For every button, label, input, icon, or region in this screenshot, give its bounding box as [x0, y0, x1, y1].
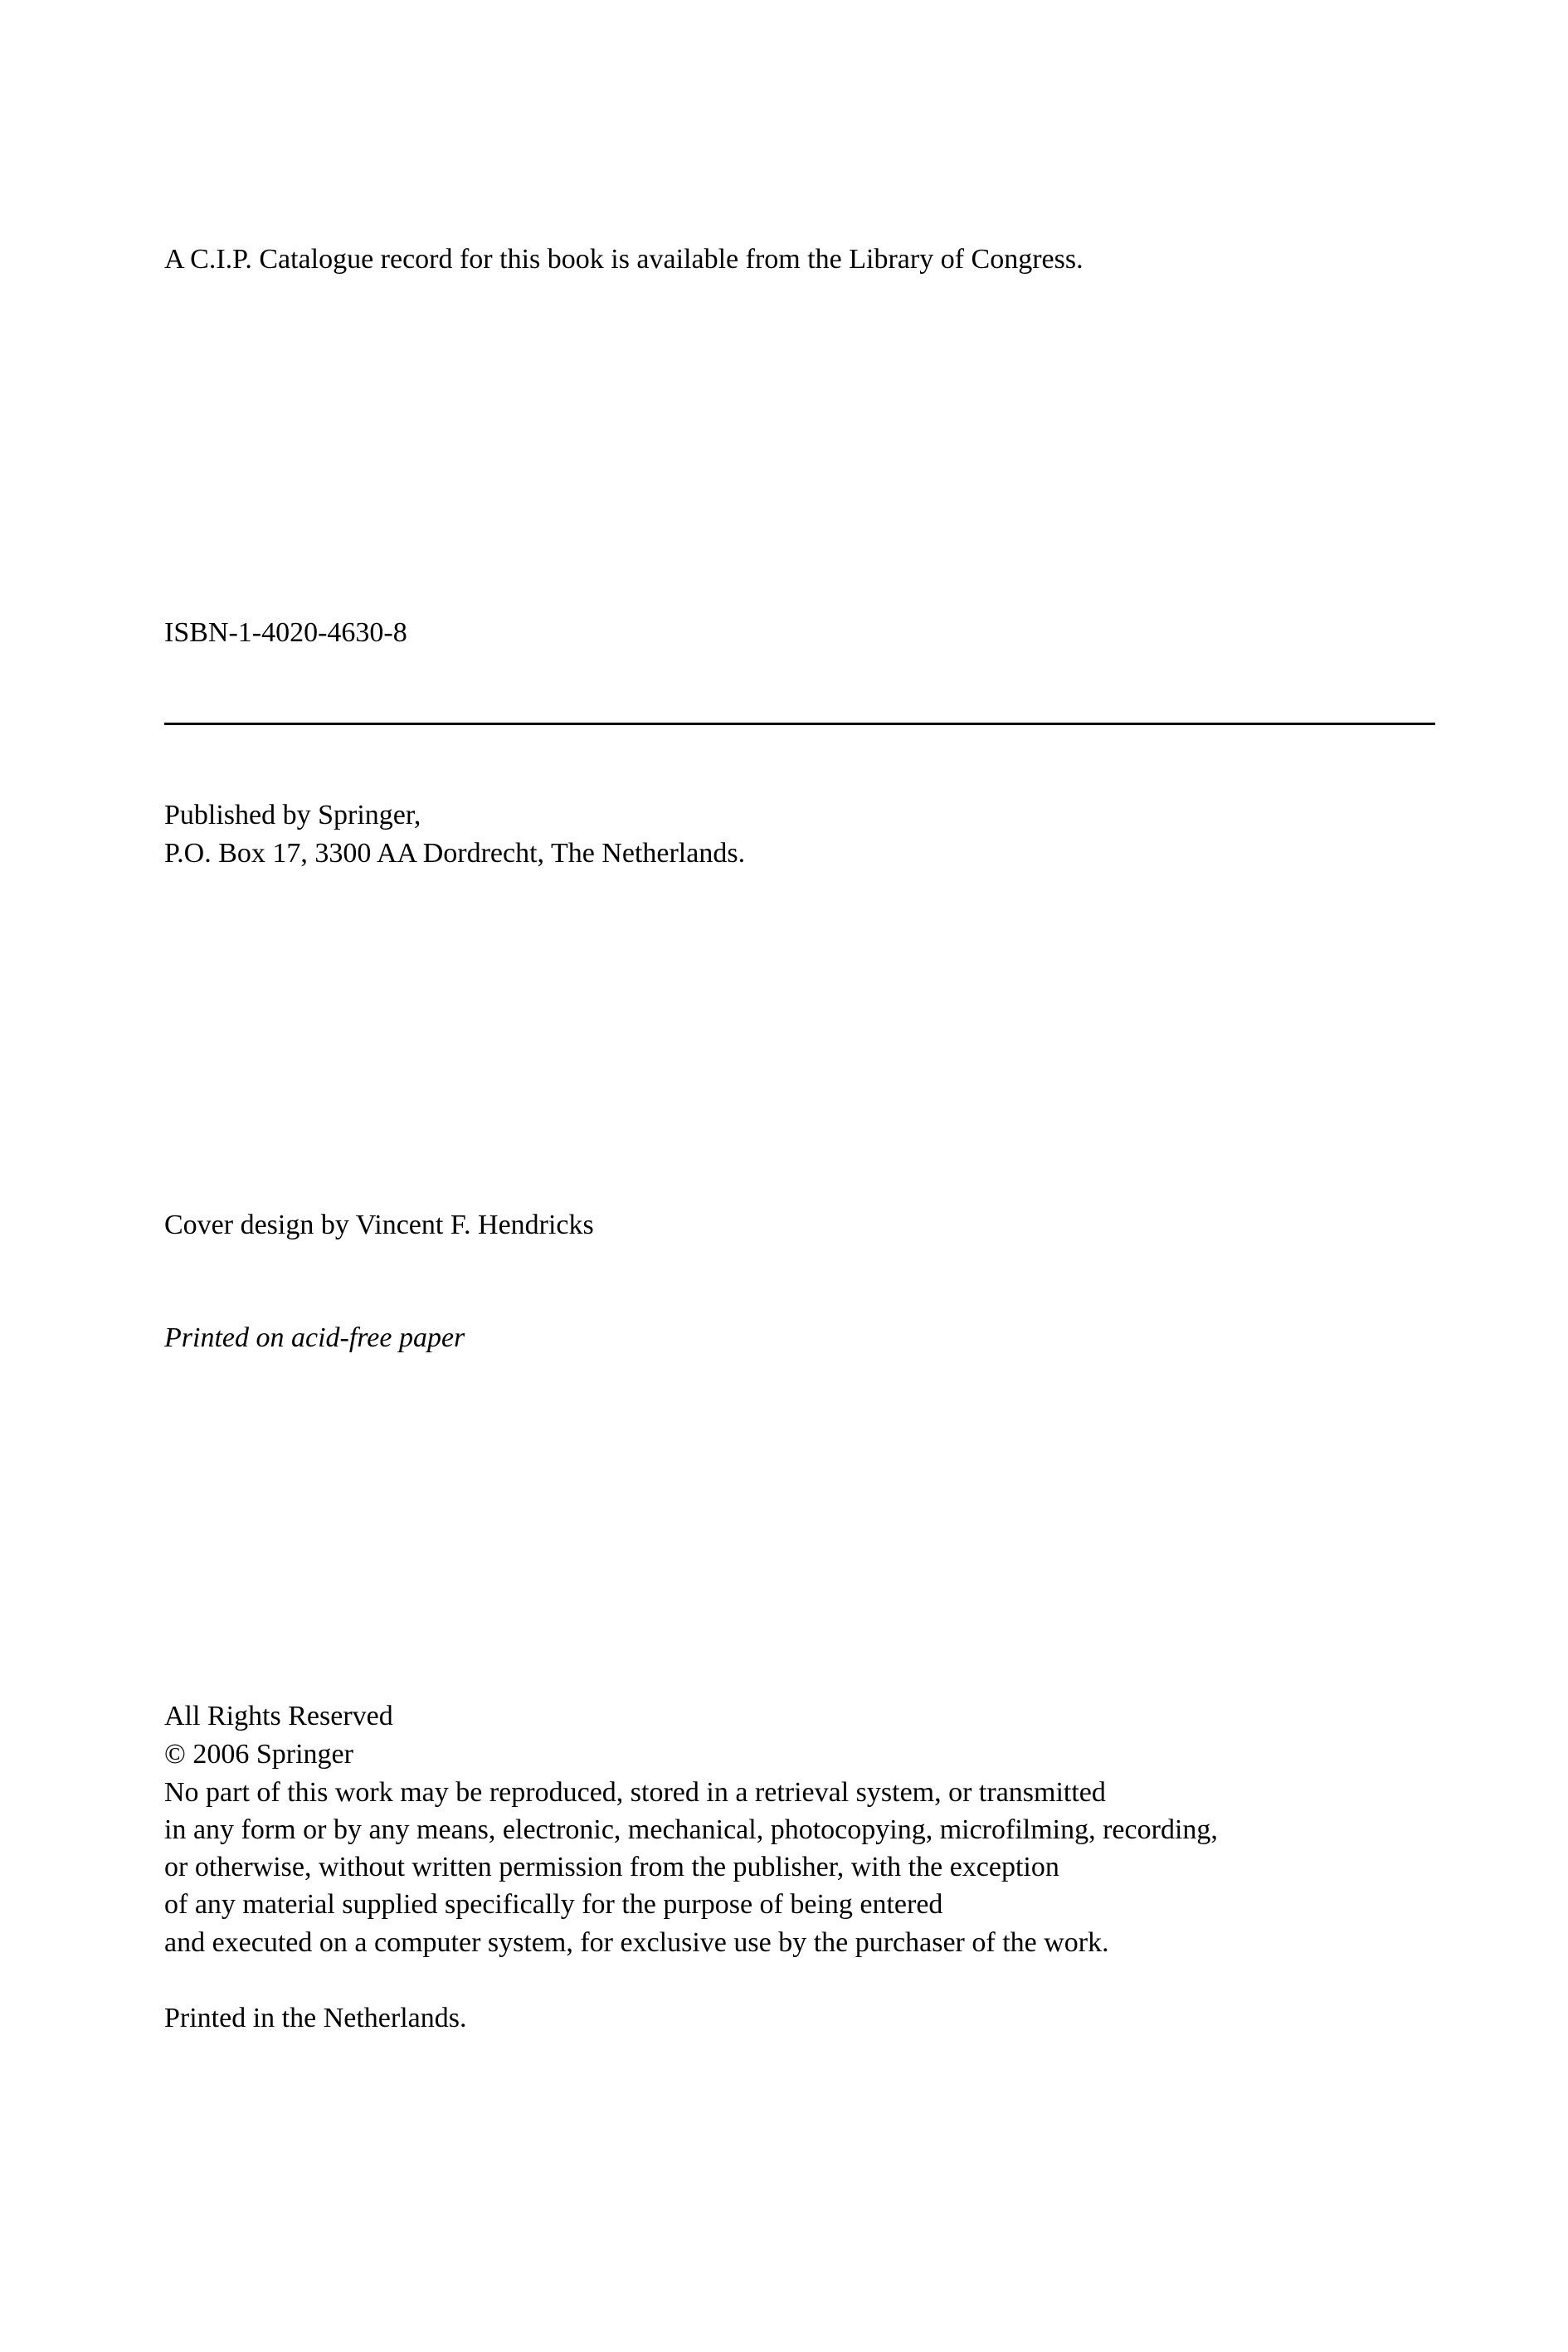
- paper-note: Printed on acid-free paper: [164, 1322, 465, 1353]
- cip-statement: A C.I.P. Catalogue record for this book is available from the Library of Congress.: [164, 244, 1083, 275]
- rights-notice-line: or otherwise, without written permission from the publisher, with the exception: [164, 1852, 1059, 1882]
- publisher-line-1: Published by Springer,: [164, 800, 421, 830]
- rights-reserved: All Rights Reserved: [164, 1701, 393, 1731]
- isbn: ISBN-1-4020-4630-8: [164, 617, 407, 648]
- rights-notice-line: No part of this work may be reproduced, stored in a retrieval system, or transmitted: [164, 1777, 1106, 1808]
- publisher-line-2: P.O. Box 17, 3300 AA Dordrecht, The Netherlands.: [164, 838, 746, 869]
- rights-notice-line: in any form or by any means, electronic, mechanical, photocopying, microfilming, recording,: [164, 1814, 1218, 1845]
- horizontal-rule: [164, 723, 1435, 725]
- rights-notice-line: of any material supplied specifically for the purpose of being entered: [164, 1889, 943, 1920]
- rights-notice-line: and executed on a computer system, for exclusive use by the purchaser of the work.: [164, 1927, 1109, 1958]
- copyright-notice: © 2006 Springer: [164, 1739, 353, 1770]
- printed-in: Printed in the Netherlands.: [164, 2003, 467, 2033]
- cover-design-credit: Cover design by Vincent F. Hendricks: [164, 1210, 594, 1240]
